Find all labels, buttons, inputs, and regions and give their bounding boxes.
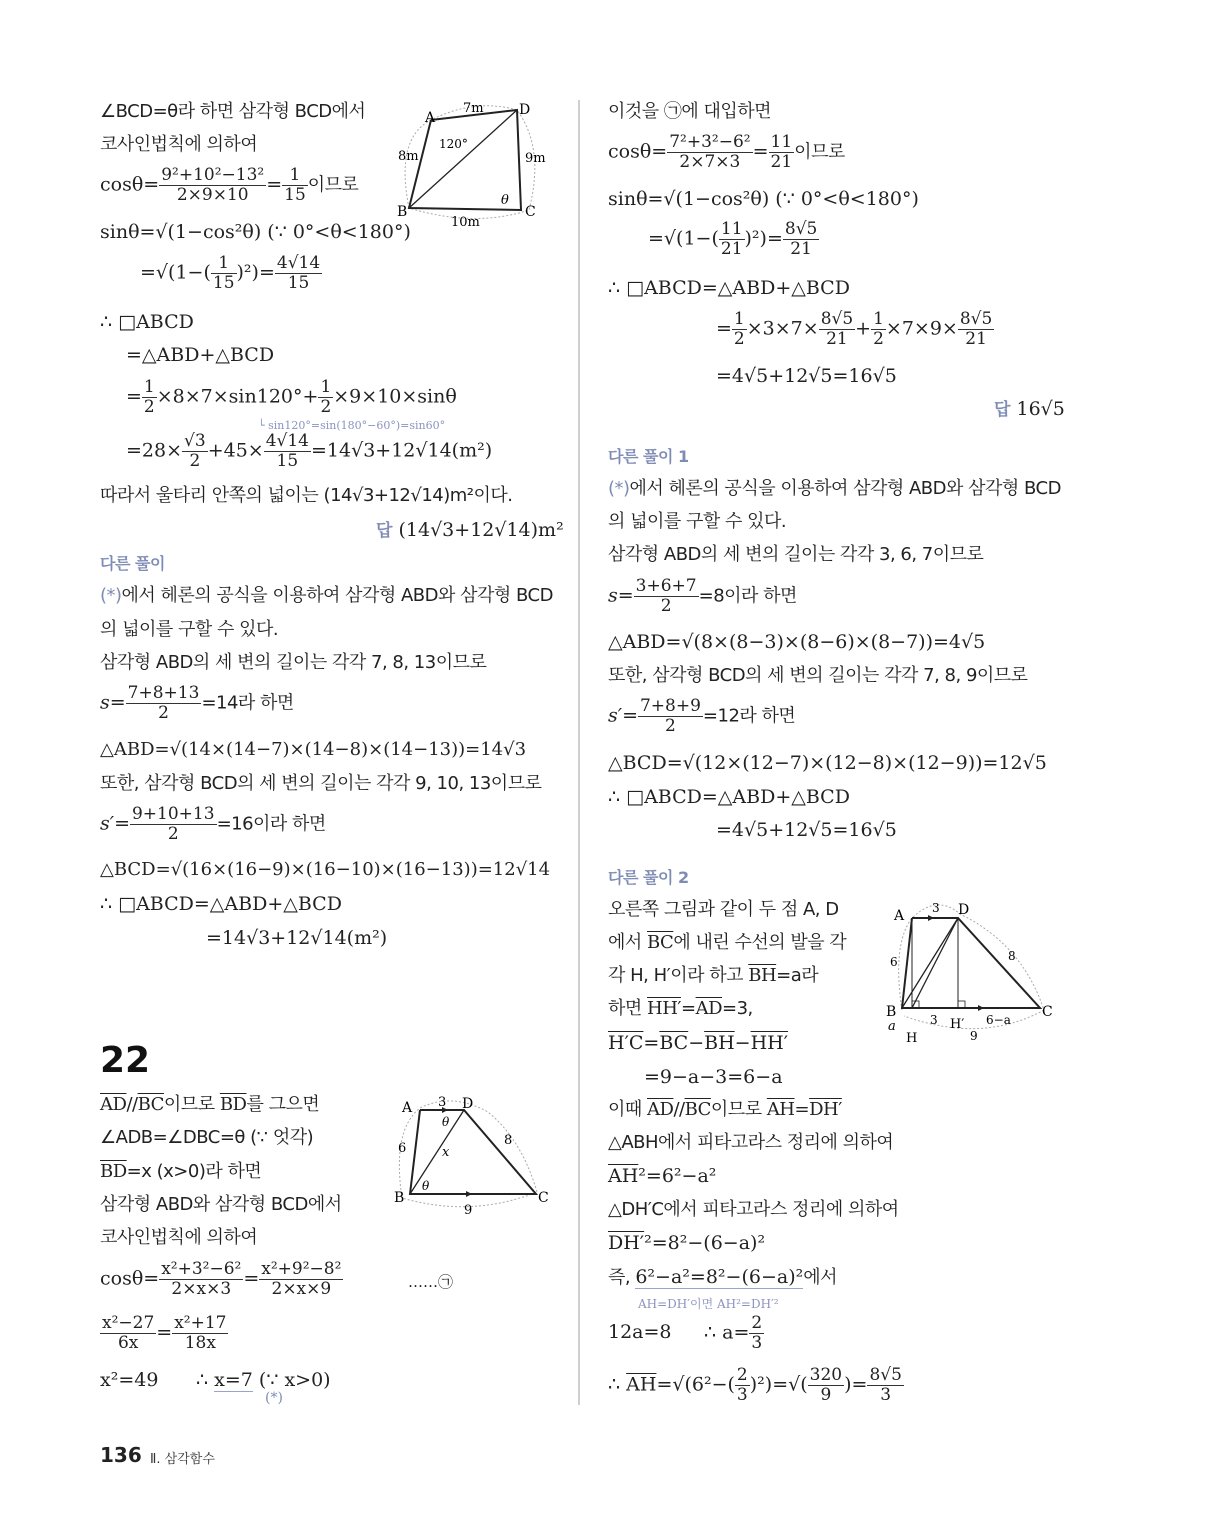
text-line: 이때 $\overline{AD}//\overline{BC}$이므로 $\overline{AH}=DH'$ (608, 1099, 842, 1120)
section-heading-alt2: 다른 풀이 2 (608, 868, 689, 887)
svg-text:A: A (894, 908, 905, 924)
svg-text:D: D (958, 902, 970, 918)
text-line: 각 H, H′이라 하고 $\overline{BH}=a$라 (608, 965, 819, 986)
text-line: △ABH에서 피타고라스 정리에 의하여 (608, 1132, 894, 1153)
text-line: 12a=8 (608, 1321, 672, 1343)
quadrilateral-figure-21 (395, 98, 555, 228)
area-equation-2: =28× $\frac{√3}{2}$ +45× $\frac{4√14}{15}$ =14√3+12√14(m²) (126, 431, 493, 471)
svg-text:θ: θ (442, 1115, 450, 1129)
bcd-area: △BCD=√(16×(16−9)×(16−10)×(16−13))=12√14 (100, 859, 551, 880)
text-line: △DH′C에서 피타고라스 정리에 의하여 (608, 1199, 899, 1220)
sin-equation: sinθ=√(1−cos²θ) (∵ 0°<θ<180°) (100, 221, 411, 243)
svg-text:C: C (525, 204, 536, 220)
page-number: 136 (100, 1443, 142, 1467)
text-line: 또한, 삼각형 BCD의 세 변의 길이는 각각 9, 10, 13이므로 (100, 773, 542, 794)
text-line: 에서 $\overline{BC}$에 내린 수선의 발을 각 (608, 932, 847, 953)
fraction: $\frac{1}{2}$ (320, 377, 332, 417)
text-line: 삼각형 ABD의 세 변의 길이는 각각 3, 6, 7이므로 (608, 544, 984, 565)
text-line: 하면 $HH'=\overline{AD}=3$, (608, 998, 753, 1019)
text-line: =9−a−3=6−a (644, 1066, 783, 1088)
fraction: $\frac{4√14}{15}$ (265, 431, 309, 471)
svg-text:D: D (519, 102, 531, 118)
trapezoid-figure-alt2 (882, 894, 1062, 1049)
text-line: $H'C=\overline{BC}-\overline{BH}-HH'$ (608, 1032, 789, 1054)
svg-text:6: 6 (890, 955, 898, 969)
svg-text:120°: 120° (439, 137, 468, 151)
s-equation: s= $\frac{3+6+7}{2}$ =8이라 하면 (608, 576, 797, 616)
svg-text:7m: 7m (463, 101, 484, 116)
text-line: 코사인법칙에 의하여 (100, 1227, 258, 1248)
text-line: 삼각형 ABD의 세 변의 길이는 각각 7, 8, 13이므로 (100, 652, 487, 673)
text-line: DH′²=8²−(6−a)² (608, 1232, 766, 1254)
text-line: $\overline{AD}//\overline{BC}$이므로 $\overline{BD}$를 그으면 (100, 1094, 320, 1115)
text-line: =14√3+12√14(m²) (206, 927, 388, 949)
fraction: $\frac{2}{3}$ (751, 1313, 763, 1353)
fraction: $\frac{7+8+9}{2}$ (639, 696, 701, 736)
svg-text:B: B (886, 1004, 897, 1020)
svg-text:8m: 8m (398, 149, 419, 164)
svg-text:A: A (425, 110, 436, 126)
fraction: $\frac{4√14}{15}$ (276, 253, 321, 293)
text-line: (*)에서 헤론의 공식을 이용하여 삼각형 ABD와 삼각형 BCD (100, 585, 553, 606)
text-line: 의 넓이를 구할 수 있다. (100, 619, 279, 640)
svg-text:B: B (397, 204, 408, 220)
svg-text:8: 8 (1008, 949, 1016, 963)
fraction: $\frac{11}{21}$ (770, 132, 793, 172)
svg-text:θ: θ (422, 1179, 430, 1193)
text-line: $\overline{AH}^2=6^2-a^2$ (608, 1165, 717, 1187)
answer-label: 답 (994, 400, 1011, 420)
a-result: ∴ a= $\frac{2}{3}$ (704, 1313, 763, 1353)
area-equation: = $\frac{1}{2}$ ×3×7× $\frac{8√5}{21}$ + $\frac{1}{2}$ ×7×9× $\frac{8√5}{21}$ (716, 309, 993, 349)
svg-text:9: 9 (970, 1029, 978, 1043)
fraction: $\frac{8√5}{21}$ (820, 309, 854, 349)
chapter-label: Ⅱ. 삼각함수 (150, 1452, 215, 1467)
fraction: $\frac{9+10+13}{2}$ (131, 804, 215, 844)
svg-text:B: B (394, 1190, 405, 1206)
sin120-note: └ sin120°=sin(180°−60°)=sin60° (258, 419, 446, 432)
text-line: (*)에서 헤론의 공식을 이용하여 삼각형 ABD와 삼각형 BCD (608, 478, 1061, 499)
answer-value: 16√5 (1016, 398, 1065, 420)
cos-equation: cosθ= $\frac{\text{9²+10²−13²}}{2\times 9\times 10}$ = $\frac{1}{15}$ 이므로 (100, 165, 359, 205)
fraction: $\frac{1}{15}$ (212, 253, 235, 293)
svg-text:A: A (402, 1100, 413, 1116)
s2-equation: s′= $\frac{7+8+9}{2}$ =12라 하면 (608, 696, 796, 736)
fraction: $\frac{8√5}{21}$ (784, 219, 818, 259)
equation-22b: $\frac{\text{x²−27}}{6x}$ = $\frac{\text{x²+17}}{18x}$ (102, 1313, 227, 1353)
problem-number: 22 (100, 1040, 151, 1081)
conclusion: 따라서 울타리 안쪽의 넓이는 (14√3+12√14)m²이다. (100, 485, 513, 506)
section-heading-alt: 다른 풀이 (100, 554, 165, 573)
abd-area: △ABD=√(14×(14−7)×(14−8)×(14−13))=14√3 (100, 739, 527, 760)
s2-equation: s′= $\frac{9+10+13}{2}$ =16이라 하면 (100, 804, 326, 844)
s-equation: s= $\frac{7+8+13}{2}$ =14라 하면 (100, 683, 294, 723)
text-line: ∠BCD=θ라 하면 삼각형 BCD에서 (100, 101, 366, 122)
text-line: =△ABD+△BCD (126, 344, 275, 366)
fraction: $\frac{\text{x²+17}}{18x}$ (174, 1313, 227, 1353)
answer (994, 397, 1065, 422)
svg-text:6−a: 6−a (986, 1013, 1011, 1027)
text-line: ∴ □ABCD=△ABD+△BCD (100, 893, 342, 915)
text-line: 이것을 ㉠에 대입하면 (608, 101, 772, 122)
text-line: ∴ □ABCD=△ABD+△BCD (608, 786, 850, 808)
text-line: ∴ □ABCD (100, 311, 194, 333)
svg-text:3: 3 (438, 1095, 447, 1110)
abd-area: △ABD=√(8×(8−3)×(8−6)×(8−7))=4√5 (608, 631, 986, 653)
svg-text:9m: 9m (525, 151, 546, 166)
svg-text:3: 3 (930, 1013, 938, 1027)
fraction: $\frac{7+8+13}{2}$ (127, 683, 200, 723)
fraction: $\frac{1}{2}$ (873, 309, 884, 349)
star-mark: (*) (265, 1390, 283, 1406)
sin-equation-2: =√(1−( $\frac{1}{15}$ )²)= $\frac{4√14}{15}$ (140, 253, 321, 293)
result-right: ∴ x=7 (∵ x>0) (196, 1369, 331, 1391)
fraction: $\frac{11}{21}$ (720, 219, 743, 259)
text-line: =4√5+12√5=16√5 (716, 365, 897, 387)
svg-text:10m: 10m (451, 215, 480, 228)
trapezoid-figure-22 (392, 1090, 562, 1220)
svg-text:x: x (442, 1145, 450, 1160)
svg-text:3: 3 (932, 901, 940, 915)
fraction: $\frac{1}{2}$ (143, 377, 155, 417)
fraction: $\frac{8√5}{21}$ (959, 309, 993, 349)
text-line: 의 넓이를 구할 수 있다. (608, 511, 787, 532)
fraction: $\frac{\text{x²+9²−8²}}{2\times x\times 9}$ (261, 1259, 342, 1299)
answer-value: (14√3+12√14)m² (398, 519, 564, 541)
bcd-area: △BCD=√(12×(12−7)×(12−8)×(12−9))=12√5 (608, 752, 1047, 774)
text-line: $\overline{BD}=x$ (x>0)라 하면 (100, 1161, 262, 1182)
math-text: cosθ= (100, 173, 160, 196)
fraction: $\frac{2}{3}$ (736, 1365, 748, 1405)
text-line: 코사인법칙에 의하여 (100, 134, 258, 155)
svg-text:H′: H′ (950, 1017, 965, 1032)
fraction: $\frac{\text{7²+3²−6²}}{2\times 7\times 3}$ (669, 132, 751, 172)
result-left: x²=49 (100, 1369, 159, 1391)
svg-text:a: a (888, 1019, 896, 1034)
text-line: ∴ □ABCD=△ABD+△BCD (608, 277, 850, 299)
fraction: $\frac{\text{x²+3²−6²}}{2\times x\times 3}$ (161, 1259, 242, 1299)
svg-text:C: C (538, 1190, 549, 1206)
sin-equation: sinθ=√(1−cos²θ) (∵ 0°<θ<180°) (608, 188, 919, 210)
fraction: $\frac{3+6+7}{2}$ (635, 576, 697, 616)
cos-equation: cosθ= $\frac{\text{7²+3²−6²}}{2\times 7\times 3}$ = $\frac{11}{21}$ 이므로 (608, 132, 845, 172)
svg-text:θ: θ (501, 193, 509, 208)
svg-text:D: D (462, 1096, 474, 1112)
svg-text:C: C (1042, 1004, 1053, 1020)
fraction: $\frac{320}{9}$ (809, 1365, 843, 1405)
column-divider (578, 100, 580, 1405)
text-line: 삼각형 ABD와 삼각형 BCD에서 (100, 1194, 342, 1215)
fraction: $\frac{√3}{2}$ (184, 431, 206, 471)
answer (376, 518, 564, 543)
text-line: 오른쪽 그림과 같이 두 점 A, D (608, 899, 839, 920)
equation-ref: ……㉠ (408, 1273, 454, 1291)
svg-text:9: 9 (464, 1203, 473, 1218)
sin-equation-2: =√(1−( $\frac{11}{21}$ )²)= $\frac{8√5}{21}$ (648, 219, 818, 259)
cos-equation-22: cosθ= $\frac{\text{x²+3²−6²}}{2\times x\times 3}$ = $\frac{\text{x²+9²−8²}}{2\times x\times 9}$ (100, 1259, 342, 1299)
text-line: 즉, 6²−a²=8²−(6−a)²에서 (608, 1266, 838, 1288)
svg-text:6: 6 (398, 1141, 407, 1156)
fraction: $\frac{1}{2}$ (733, 309, 745, 349)
text-line: =4√5+12√5=16√5 (716, 819, 897, 841)
ah-result: ∴ $\overline{AH}=√(6^2-$( $\frac{2}{3}$ )²)=√( $\frac{320}{9}$ )= $\frac{8√5}{3}$ (608, 1365, 902, 1405)
fraction: $\frac{\text{9²+10²−13²}}{2\times 9\times 10}$ (161, 165, 265, 205)
answer-label: 답 (376, 521, 393, 541)
fraction: $\frac{8√5}{3}$ (869, 1365, 902, 1405)
text-line: ∠ADB=∠DBC=θ (∵ 엇각) (100, 1127, 314, 1148)
area-equation: = $\frac{1}{2}$ ×8×7×sin120°+ $\frac{1}{2}$ ×9×10×sinθ (126, 377, 457, 417)
fraction: $\frac{1}{15}$ (284, 165, 306, 205)
section-heading-alt1: 다른 풀이 1 (608, 447, 689, 466)
svg-text:8: 8 (504, 1133, 513, 1148)
fraction: $\frac{\text{x²−27}}{6x}$ (102, 1313, 155, 1353)
equality-note: AH=DH′이면 AH²=DH′² (638, 1297, 779, 1311)
svg-text:H: H (906, 1031, 918, 1046)
text-line: 또한, 삼각형 BCD의 세 변의 길이는 각각 7, 8, 9이므로 (608, 665, 1028, 686)
